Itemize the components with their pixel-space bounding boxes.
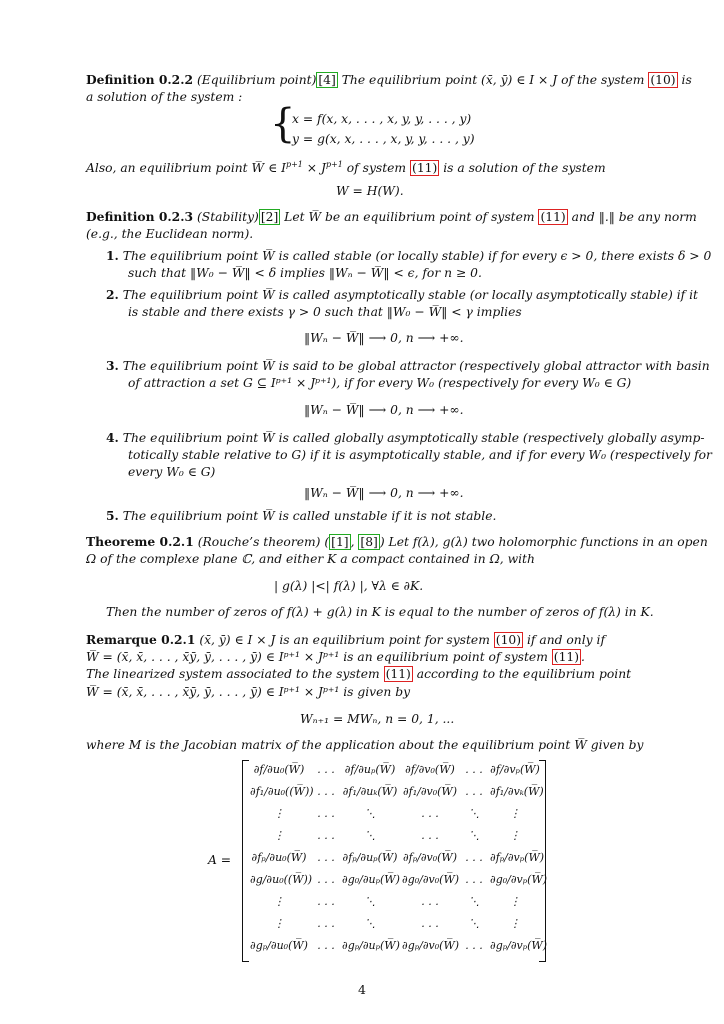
matrix-cell: ⋮ bbox=[509, 829, 521, 842]
definition-0-2-3-line2: (e.g., the Euclidean norm). bbox=[86, 227, 254, 241]
list-item-cont: of attraction a set G ⊆ Iᵖ⁺¹ × Jᵖ⁺¹), if for every W₀ (respectively for every W₀ ∈ G) bbox=[128, 376, 632, 390]
matrix-cell: . . . bbox=[465, 785, 483, 798]
matrix-cell: ⋱ bbox=[364, 917, 376, 930]
item-text: The equilibrium point W̅ is said to be global attractor (respectively global attractor with basin bbox=[122, 359, 710, 373]
item-number: 3. bbox=[106, 358, 119, 373]
theorem-0-2-1-line3: Then the number of zeros of f(λ) + g(λ) in K is equal to the number of zeros of f(λ) in K. bbox=[106, 605, 654, 619]
equation-ref-link[interactable]: (11) bbox=[553, 650, 580, 664]
item-number: 2. bbox=[106, 287, 119, 302]
jacobian-matrix bbox=[242, 760, 546, 962]
matrix-cell: ∂gₚ/∂vₚ(W̅) bbox=[490, 939, 548, 952]
matrix-cell: ∂fₚ/∂uₚ(W̅) bbox=[342, 851, 398, 864]
matrix-cell: ⋮ bbox=[509, 895, 521, 908]
matrix-cell: ⋱ bbox=[468, 895, 480, 908]
matrix-cell: ∂g₀/∂vₚ(W̅) bbox=[490, 873, 548, 886]
theorem-label: Theoreme 0.2.1 bbox=[86, 534, 194, 549]
equation-ref-link[interactable]: (10) bbox=[650, 73, 676, 87]
remark-0-2-1-line2 bbox=[86, 649, 585, 665]
list-item-cont: every W₀ ∈ G) bbox=[128, 465, 216, 479]
fixed-point-equation: W = H(W). bbox=[336, 184, 404, 198]
matrix-left-bracket bbox=[242, 760, 249, 962]
matrix-cell: ∂f/∂u₀(W̅) bbox=[253, 763, 305, 776]
definition-0-2-2-line1 bbox=[86, 72, 692, 88]
matrix-cell: . . . bbox=[317, 873, 335, 886]
definition-label: Definition 0.2.3 bbox=[86, 209, 194, 224]
remark-0-2-1-line1 bbox=[86, 632, 605, 648]
citation-link[interactable]: [8] bbox=[360, 535, 378, 549]
matrix-cell: ⋮ bbox=[273, 917, 285, 930]
matrix-cell: ∂f₁/∂u₀((W̅)) bbox=[250, 785, 314, 798]
matrix-cell: ∂f/∂v₀(W̅) bbox=[405, 763, 455, 776]
matrix-cell: . . . bbox=[317, 895, 335, 908]
citation-link[interactable]: [2] bbox=[260, 210, 279, 224]
equation-ref-link[interactable]: (10) bbox=[495, 633, 522, 647]
list-item-cont: totically stable relative to G) if it is asymptotically stable, and if for every W₀ (respectively for bbox=[128, 448, 712, 462]
list-item bbox=[106, 248, 711, 264]
matrix-cell: ∂gₚ/∂v₀(W̅) bbox=[402, 939, 460, 952]
system-equation-2: y = g(x, x, . . . , x, y, y, . . . , y) bbox=[292, 132, 475, 146]
matrix-cell: ⋱ bbox=[364, 807, 376, 820]
limit-equation: ‖Wₙ − W̅‖ ⟶ 0, n ⟶ +∞. bbox=[304, 486, 464, 500]
definition-text: and ‖.‖ be any norm bbox=[571, 210, 697, 224]
definition-title: (Stability) bbox=[196, 210, 259, 224]
definition-label: Definition 0.2.2 bbox=[86, 72, 194, 87]
matrix-cell: ⋱ bbox=[364, 895, 376, 908]
matrix-cell: ∂f₁/∂vₖ(W̅) bbox=[490, 785, 544, 798]
theorem-title: (Rouche’s theorem) ( bbox=[197, 535, 330, 549]
definition-title: (Equilibrium point) bbox=[196, 73, 317, 87]
text: is a solution of the system bbox=[443, 161, 606, 176]
list-item bbox=[106, 508, 496, 524]
matrix-cell: ∂g₀/∂v₀(W̅) bbox=[402, 873, 460, 886]
text: according to the equilibrium point bbox=[416, 667, 632, 681]
matrix-cell: . . . bbox=[317, 829, 335, 842]
text: ) Let f(λ), g(λ) two holomorphic functions in an open bbox=[379, 535, 708, 549]
matrix-cell: ∂f/∂uₚ(W̅) bbox=[344, 763, 396, 776]
citation-link[interactable]: [1] bbox=[331, 535, 349, 549]
limit-equation: ‖Wₙ − W̅‖ ⟶ 0, n ⟶ +∞. bbox=[304, 331, 464, 345]
text: , bbox=[350, 535, 359, 549]
matrix-cell: . . . bbox=[317, 851, 335, 864]
item-text: The equilibrium point W̅ is called globally asymptotically stable (respectively globally asymp- bbox=[122, 431, 705, 445]
rouche-inequality: | g(λ) |<| f(λ) |, ∀λ ∈ ∂K. bbox=[274, 579, 424, 593]
matrix-cell: ⋱ bbox=[468, 829, 480, 842]
matrix-cell: ∂f₁/∂uₖ(W̅) bbox=[342, 785, 398, 798]
remark-label: Remarque 0.2.1 bbox=[86, 632, 196, 647]
matrix-cell: . . . bbox=[465, 851, 483, 864]
matrix-cell: . . . bbox=[317, 763, 335, 776]
matrix-lhs: A = bbox=[208, 853, 232, 867]
citation-link[interactable]: [4] bbox=[318, 73, 336, 87]
page-number: 4 bbox=[358, 982, 366, 997]
matrix-cell: . . . bbox=[421, 895, 439, 908]
list-item bbox=[106, 430, 705, 446]
definition-text: is bbox=[681, 73, 692, 87]
matrix-cell: . . . bbox=[317, 939, 335, 952]
equation-ref-link[interactable]: (11) bbox=[385, 667, 411, 681]
remark-0-2-1-line5: where M is the Jacobian matrix of the application about the equilibrium point W̅ given by bbox=[86, 738, 644, 752]
matrix-cell: . . . bbox=[421, 829, 439, 842]
text: The linearized system associated to the system bbox=[86, 667, 380, 681]
definition-0-2-2-line2: a solution of the system : bbox=[86, 90, 243, 104]
matrix-cell: ⋮ bbox=[509, 917, 521, 930]
superscript: p+1 bbox=[325, 160, 343, 169]
list-item bbox=[106, 287, 698, 303]
text: × J bbox=[302, 161, 326, 176]
matrix-cell: ∂gₚ/∂u₀(W̅) bbox=[250, 939, 308, 952]
equation-ref-link[interactable]: (11) bbox=[540, 210, 566, 224]
matrix-cell: ⋱ bbox=[468, 917, 480, 930]
list-item-cont: is stable and there exists γ > 0 such that ‖W₀ − W̅‖ < γ implies bbox=[128, 305, 522, 319]
matrix-cell: ∂f₁/∂v₀(W̅) bbox=[402, 785, 458, 798]
matrix-cell: ∂f/∂vₚ(W̅) bbox=[490, 763, 540, 776]
definition-text: Let W̅ be an equilibrium point of system bbox=[284, 210, 535, 224]
matrix-cell: ⋮ bbox=[509, 807, 521, 820]
matrix-cell: . . . bbox=[465, 939, 483, 952]
matrix-cell: . . . bbox=[421, 807, 439, 820]
matrix-cell: ⋮ bbox=[273, 829, 285, 842]
matrix-cell: ∂g/∂u₀((W̅)) bbox=[250, 873, 313, 886]
matrix-cell: ⋱ bbox=[468, 807, 480, 820]
matrix-cell: . . . bbox=[465, 873, 483, 886]
item-text: The equilibrium point W̅ is called asymptotically stable (or locally asymptotically stable) if it bbox=[122, 288, 698, 302]
matrix-cell: ∂fₚ/∂u₀(W̅) bbox=[251, 851, 307, 864]
item-number: 1. bbox=[106, 248, 119, 263]
matrix-cell: ∂fₚ/∂vₚ(W̅) bbox=[490, 851, 545, 864]
matrix-cell: ∂fₚ/∂v₀(W̅) bbox=[402, 851, 458, 864]
matrix-cell: ⋮ bbox=[273, 807, 285, 820]
matrix-cell: ⋱ bbox=[364, 829, 376, 842]
item-number: 5. bbox=[106, 508, 119, 523]
text: (x̄, ȳ) ∈ I × J is an equilibrium point for system bbox=[199, 633, 490, 647]
item-number: 4. bbox=[106, 430, 119, 445]
text: if and only if bbox=[526, 633, 605, 647]
theorem-0-2-1-line1 bbox=[86, 534, 708, 550]
matrix-cell: . . . bbox=[317, 917, 335, 930]
limit-equation: ‖Wₙ − W̅‖ ⟶ 0, n ⟶ +∞. bbox=[304, 403, 464, 417]
superscript: p+1 bbox=[285, 160, 303, 169]
text: of system bbox=[342, 161, 407, 176]
matrix-cell: . . . bbox=[317, 807, 335, 820]
matrix-cell: ⋮ bbox=[273, 895, 285, 908]
text: W̅ = (x̄, x̄, . . . , x̄ȳ, ȳ, . . . , ȳ) ∈ Iᵖ⁺¹ × Jᵖ⁺¹ is an equilibrium point of system bbox=[86, 650, 548, 664]
matrix-cell: . . . bbox=[421, 917, 439, 930]
text: Also, an equilibrium point W̅ ∈ I bbox=[86, 161, 286, 176]
remark-0-2-1-line3 bbox=[86, 666, 631, 682]
matrix-cell: . . . bbox=[317, 785, 335, 798]
list-item-cont: such that ‖W₀ − W̅‖ < δ implies ‖Wₙ − W̅‖ < ϵ, for n ≥ 0. bbox=[128, 266, 482, 280]
item-text: The equilibrium point W̅ is called stable (or locally stable) if for every ϵ > 0, there exists δ > 0 bbox=[122, 249, 712, 263]
definition-0-2-3-line1 bbox=[86, 209, 697, 225]
definition-text: The equilibrium point (x̄, ȳ) ∈ I × J of the system bbox=[341, 73, 645, 87]
linearized-equation: Wₙ₊₁ = MWₙ, n = 0, 1, ... bbox=[300, 712, 455, 726]
equation-ref-link[interactable]: (11) bbox=[412, 161, 438, 176]
theorem-0-2-1-line2: Ω of the complexe plane ℂ, and either K a compact contained in Ω, with bbox=[86, 552, 535, 566]
matrix-cell: ∂g₀/∂uₚ(W̅) bbox=[342, 873, 400, 886]
remark-0-2-1-line4: W̅ = (x̄, x̄, . . . , x̄ȳ, ȳ, . . . , ȳ) ∈ Iᵖ⁺¹ × Jᵖ⁺¹ is given by bbox=[86, 685, 411, 699]
item-text: The equilibrium point W̅ is called unstable if it is not stable. bbox=[122, 509, 497, 523]
matrix-cell: ∂gₚ/∂uₚ(W̅) bbox=[342, 939, 400, 952]
system-equation-1: x = f(x, x, . . . , x, y, y, . . . , y) bbox=[292, 112, 472, 126]
list-item bbox=[106, 358, 710, 374]
matrix-cell: . . . bbox=[465, 763, 483, 776]
system-brace: { bbox=[270, 101, 296, 147]
definition-0-2-2-line3 bbox=[86, 157, 606, 176]
text: . bbox=[581, 650, 585, 664]
